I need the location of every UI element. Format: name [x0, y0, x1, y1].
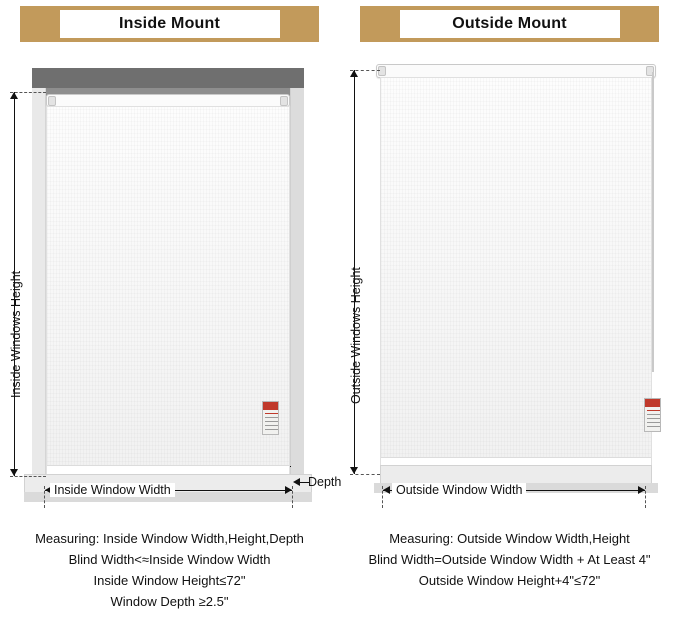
height-arrow-bottom: [10, 469, 18, 476]
warning-tag-text-line: [647, 410, 660, 411]
width-arrow-left: [383, 486, 390, 494]
headrail-end-cap-left: [378, 66, 386, 76]
warning-tag-header: [263, 402, 278, 410]
shade-fabric: [46, 106, 290, 475]
warning-tag-text-line: [265, 421, 278, 422]
warning-tag-icon: [644, 398, 661, 432]
height-arrow-top: [350, 70, 358, 77]
inside-width-label: Inside Window Width: [50, 483, 175, 497]
caption-line: Blind Width=Outside Window Width + At Least 4": [368, 552, 651, 567]
warning-tag-text-line: [647, 426, 660, 427]
caption-line: Blind Width<≈Inside Window Width: [68, 552, 271, 567]
warning-tag-text-line: [265, 417, 278, 418]
window-frame-right-jamb: [290, 88, 304, 480]
width-extension-line-right: [645, 486, 646, 508]
caption-line: Inside Window Height≤72": [93, 573, 246, 588]
width-extension-line-right: [292, 486, 293, 508]
outside-width-label: Outside Window Width: [392, 483, 526, 497]
width-arrow-right: [285, 486, 292, 494]
caption-line: Window Depth ≥2.5": [110, 594, 229, 609]
pull-chain-icon: [652, 72, 654, 372]
inside-mount-title-box: [60, 10, 280, 38]
outside-mount-illustration: [340, 46, 679, 496]
depth-anchor: [290, 466, 291, 467]
warning-tag-icon: [262, 401, 279, 435]
window-sill: [380, 465, 652, 485]
outside-mount-title-box: [400, 10, 620, 38]
inside-mount-caption: [0, 528, 339, 612]
warning-tag-text-line: [265, 429, 278, 430]
caption-line: Measuring: Inside Window Width,Height,Depth: [35, 531, 304, 546]
warning-tag-text-line: [647, 422, 660, 423]
height-arrow-top: [10, 92, 18, 99]
height-arrow-bottom: [350, 467, 358, 474]
outside-mount-title: Outside Mount: [452, 15, 567, 32]
caption-line: Outside Window Height+4"≤72": [418, 573, 601, 588]
shade-bottom-rail: [47, 465, 289, 474]
shade-fabric: [380, 77, 652, 467]
height-extension-line-bottom: [10, 476, 46, 477]
inside-mount-banner: [20, 6, 319, 42]
warning-tag-text-line: [265, 425, 278, 426]
inside-mount-title: Inside Mount: [118, 15, 221, 32]
depth-label: Depth: [308, 475, 342, 489]
warning-tag-text-line: [265, 413, 278, 414]
inside-mount-illustration: [0, 46, 342, 497]
caption-line: Measuring: Outside Window Width,Height: [389, 531, 630, 546]
outside-height-label: Outside Windows Height: [349, 267, 363, 404]
headrail-end-cap-left: [48, 96, 56, 106]
window-frame-left-jamb: [32, 88, 46, 480]
roller-headrail: [376, 64, 656, 78]
width-arrow-right: [638, 486, 645, 494]
warning-tag-header: [645, 399, 660, 407]
panel-outside-mount: [340, 0, 679, 617]
headrail-end-cap-right: [280, 96, 288, 106]
outside-mount-caption: [340, 528, 679, 591]
inside-height-label: Inside Windows Height: [9, 270, 23, 398]
window-frame-header: [32, 68, 304, 88]
warning-tag-text-line: [647, 414, 660, 415]
height-extension-line-bottom: [350, 474, 380, 475]
warning-tag-text-line: [647, 418, 660, 419]
outside-mount-banner: [360, 6, 659, 42]
